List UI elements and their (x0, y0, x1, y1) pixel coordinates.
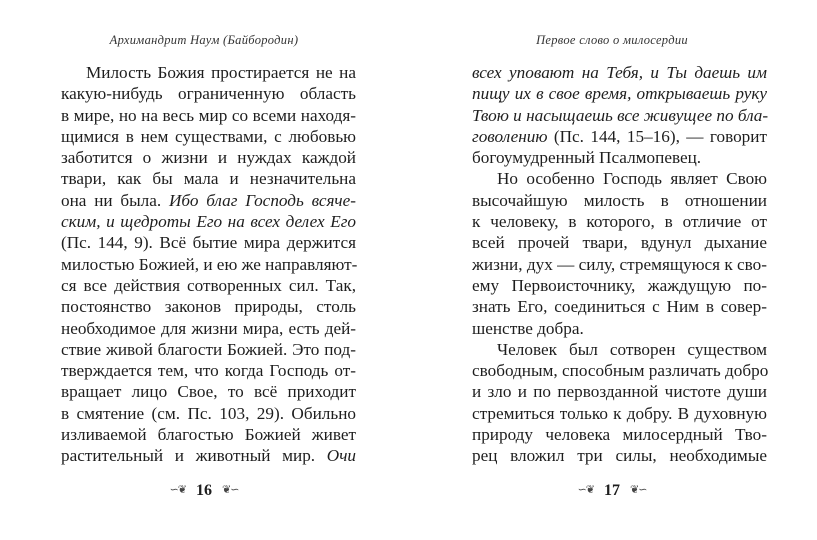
text-line (61, 381, 356, 402)
text-line (61, 445, 356, 466)
text-segment: жизни, дух — силу, стремящуюся к сво- (472, 254, 767, 274)
right-page (408, 0, 816, 540)
text-segment: знать Его, соединиться с Ним в совер- (472, 297, 767, 317)
text-segment: растительный и животный мир. (61, 446, 327, 466)
text-line (472, 62, 767, 83)
running-head-title: Первое слово о милосердии (536, 33, 688, 47)
text-segment: к человеку, в которого, в отличие от (472, 212, 767, 232)
text-segment: в смятение (см. Пс. 103, 29). Обильно (61, 403, 356, 423)
text-line (472, 339, 767, 360)
text-line (472, 168, 767, 189)
text-line (472, 190, 767, 211)
text-segment: Но особенно Господь являет Свою (497, 169, 767, 189)
text-segment: ему Первоисточнику, жаждущую по- (472, 275, 767, 295)
text-line (61, 275, 356, 296)
text-line (61, 339, 356, 360)
text-line (472, 318, 767, 339)
text-segment: (Пс. 144, 15–16), — говорит (547, 126, 767, 146)
text-segment: щимися в нем существами, с любовью (61, 126, 356, 146)
text-line (61, 360, 356, 381)
ornament-right-icon: ❦∽ (222, 484, 239, 496)
text-line (61, 62, 356, 83)
italic-quote: всех уповают на Тебя, и Ты даешь им (472, 63, 767, 82)
text-line (472, 296, 767, 317)
running-head-author: Архимандрит Наум (Байбородин) (109, 33, 299, 47)
text-line (61, 318, 356, 339)
text-segment: (Пс. 144, 9). Всё бытие мира держится (61, 233, 356, 253)
text-segment: богоумудренный Псалмопевец. (472, 148, 702, 168)
ornament-right-icon: ❦∽ (630, 484, 647, 496)
text-line (472, 254, 767, 275)
text-segment: природу человека милосердный Тво- (472, 425, 767, 445)
text-segment: милостью Божией, и ею же направляют- (61, 254, 358, 274)
text-line (61, 424, 356, 445)
text-segment: какую-нибудь ограниченную область (61, 84, 356, 104)
text-segment: ся все действия сотворенных сил. Так, (61, 275, 356, 295)
text-line (61, 211, 356, 232)
ornament-left-icon: ∽❦ (169, 484, 186, 496)
text-line (61, 190, 356, 211)
text-segment: Человек был сотворен существом (497, 339, 767, 359)
text-segment: ствие живой благости Божией. Это под- (61, 339, 356, 359)
text-line (472, 83, 767, 104)
page-number (0, 482, 408, 500)
text-segment: постоянство законов природы, столь (61, 297, 356, 317)
left-page (0, 0, 408, 540)
page-number-value: 17 (604, 482, 620, 499)
text-line (472, 360, 767, 381)
text-line (61, 232, 356, 253)
text-segment: всей прочей твари, вдунул дыхание (472, 233, 767, 253)
text-line (472, 105, 767, 126)
text-line (472, 381, 767, 402)
text-line (472, 403, 767, 424)
text-line (472, 424, 767, 445)
page-number (408, 482, 816, 500)
text-segment: свободным, способным различать добро (472, 361, 769, 381)
text-segment: она ни была. (61, 190, 169, 210)
text-line (472, 232, 767, 253)
ornament-left-icon: ∽❦ (577, 484, 594, 496)
text-line (472, 126, 767, 147)
text-segment: тверждается тем, что когда Господь от- (61, 361, 356, 381)
body-text (61, 62, 356, 467)
italic-quote: пищу их в свое время, открываешь руку (472, 84, 767, 104)
italic-quote: Твою и насыщаешь все живущее по бла- (472, 105, 769, 125)
text-segment: вращает лицо Свое, то всё приходит (61, 382, 356, 402)
italic-quote: Ибо благ Господь всяче- (168, 190, 356, 210)
text-segment: и зло и по первозданной чистоте души (472, 382, 767, 402)
text-line (472, 445, 767, 466)
italic-quote: ским, и щедроты Его на всех делех Его (61, 212, 356, 232)
text-line (61, 403, 356, 424)
page-number-value: 16 (196, 482, 212, 499)
text-line (61, 254, 356, 275)
text-segment: шенстве добра. (472, 318, 584, 338)
text-line (61, 83, 356, 104)
italic-quote: Очи (326, 446, 356, 466)
text-segment: стремиться только к добру. В духовную (472, 403, 767, 423)
text-segment: изливаемой благостью Божией живет (61, 425, 356, 445)
text-segment: необходимое для жизни мира, есть дей- (61, 318, 356, 338)
text-segment: твари, как бы мала и незначительна (61, 169, 356, 189)
text-line (61, 126, 356, 147)
text-line (61, 296, 356, 317)
text-line (472, 211, 767, 232)
text-line (61, 105, 356, 126)
text-line (61, 147, 356, 168)
body-text (472, 62, 767, 467)
text-segment: в мире, но на весь мир со всеми находя- (61, 105, 356, 125)
italic-quote: говолению (472, 126, 548, 146)
text-line (472, 275, 767, 296)
text-segment: высочайшую милость в отношении (472, 190, 767, 210)
text-segment: Милость Божия простирается не на (86, 63, 356, 82)
text-line (472, 147, 767, 168)
text-line (61, 168, 356, 189)
text-segment: рец вложил три силы, необходимые (472, 446, 767, 466)
text-segment: заботится о жизни и нуждах каждой (61, 148, 356, 168)
